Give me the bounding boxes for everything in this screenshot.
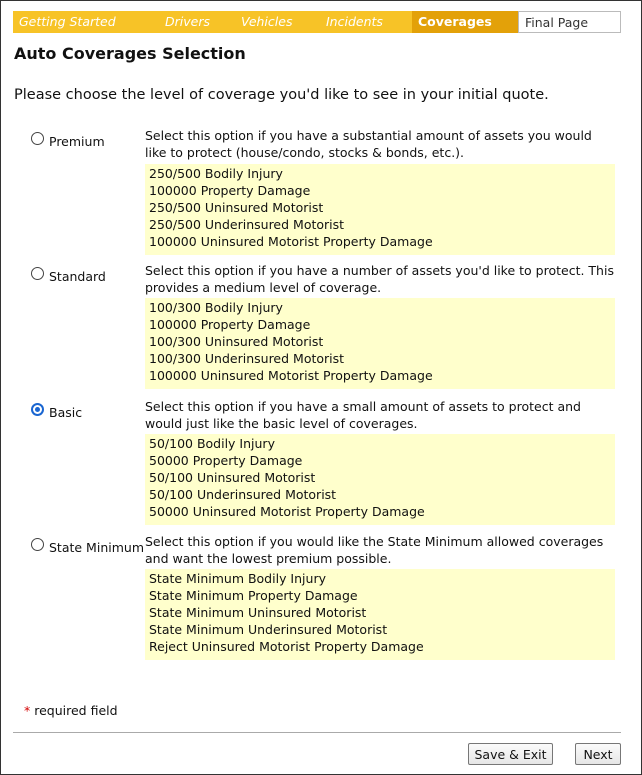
tab-getting-started[interactable]: Getting Started <box>13 11 159 33</box>
tab-final-page[interactable]: Final Page <box>518 11 621 33</box>
coverage-box-state-minimum <box>145 569 615 660</box>
tab-incidents[interactable]: Incidents <box>320 11 412 33</box>
tab-coverages[interactable]: Coverages <box>412 11 518 33</box>
coverage-item: 50/100 Underinsured Motorist <box>149 487 337 502</box>
progress-tabs <box>13 11 621 33</box>
coverage-item: 50/100 Uninsured Motorist <box>149 470 316 485</box>
option-label-basic[interactable]: Basic <box>49 405 83 420</box>
coverage-item: 100/300 Bodily Injury <box>149 300 283 315</box>
coverage-item: 250/500 Bodily Injury <box>149 166 283 181</box>
save-exit-button[interactable]: Save & Exit <box>468 743 553 765</box>
radio-premium[interactable] <box>31 132 44 145</box>
coverage-item: 50000 Property Damage <box>149 453 303 468</box>
radio-basic[interactable] <box>31 403 44 416</box>
option-description-premium: Select this option if you have a substantial amount of assets you would like to protect (house/condo, stocks & bonds, etc.). <box>145 128 592 160</box>
intro-text: Please choose the level of coverage you'd like to see in your initial quote. <box>14 87 549 103</box>
coverage-item: 100000 Property Damage <box>149 183 311 198</box>
coverage-item: 100000 Uninsured Motorist Property Damage <box>149 368 433 383</box>
coverage-box-standard <box>145 298 615 389</box>
option-label-state-minimum[interactable]: State Minimum <box>49 540 144 555</box>
coverage-box-premium <box>145 164 615 255</box>
coverage-item: Reject Uninsured Motorist Property Damage <box>149 639 424 654</box>
coverage-item: 100000 Uninsured Motorist Property Damage <box>149 234 433 249</box>
required-field-text: required field <box>34 703 118 718</box>
coverage-item: 100/300 Underinsured Motorist <box>149 351 345 366</box>
option-description-state-minimum: Select this option if you would like the State Minimum allowed coverages and want the lowest premium possible. <box>145 534 604 566</box>
tab-vehicles[interactable]: Vehicles <box>235 11 320 33</box>
coverage-item: 100000 Property Damage <box>149 317 311 332</box>
coverage-item: 50000 Uninsured Motorist Property Damage <box>149 504 425 519</box>
radio-standard[interactable] <box>31 267 44 280</box>
option-description-basic: Select this option if you have a small amount of assets to protect and would just like the basic level of coverages. <box>145 399 581 431</box>
coverage-item: State Minimum Property Damage <box>149 588 358 603</box>
next-button[interactable]: Next <box>575 743 621 765</box>
coverage-item: State Minimum Uninsured Motorist <box>149 605 367 620</box>
coverage-box-basic <box>145 434 615 525</box>
footer-divider <box>13 732 621 733</box>
option-label-premium[interactable]: Premium <box>49 134 105 149</box>
required-asterisk: * <box>24 703 31 718</box>
coverage-item: 50/100 Bodily Injury <box>149 436 275 451</box>
coverage-item: State Minimum Underinsured Motorist <box>149 622 388 637</box>
option-description-standard: Select this option if you have a number of assets you'd like to protect. This provides a medium level of coverage. <box>145 263 614 295</box>
radio-state-minimum[interactable] <box>31 538 44 551</box>
coverage-item: 250/500 Uninsured Motorist <box>149 200 324 215</box>
coverage-item: 100/300 Uninsured Motorist <box>149 334 324 349</box>
coverage-item: State Minimum Bodily Injury <box>149 571 326 586</box>
tab-drivers[interactable]: Drivers <box>159 11 235 33</box>
required-field-note <box>24 703 118 718</box>
page-title: Auto Coverages Selection <box>14 44 246 63</box>
coverage-item: 250/500 Underinsured Motorist <box>149 217 345 232</box>
option-label-standard[interactable]: Standard <box>49 269 106 284</box>
